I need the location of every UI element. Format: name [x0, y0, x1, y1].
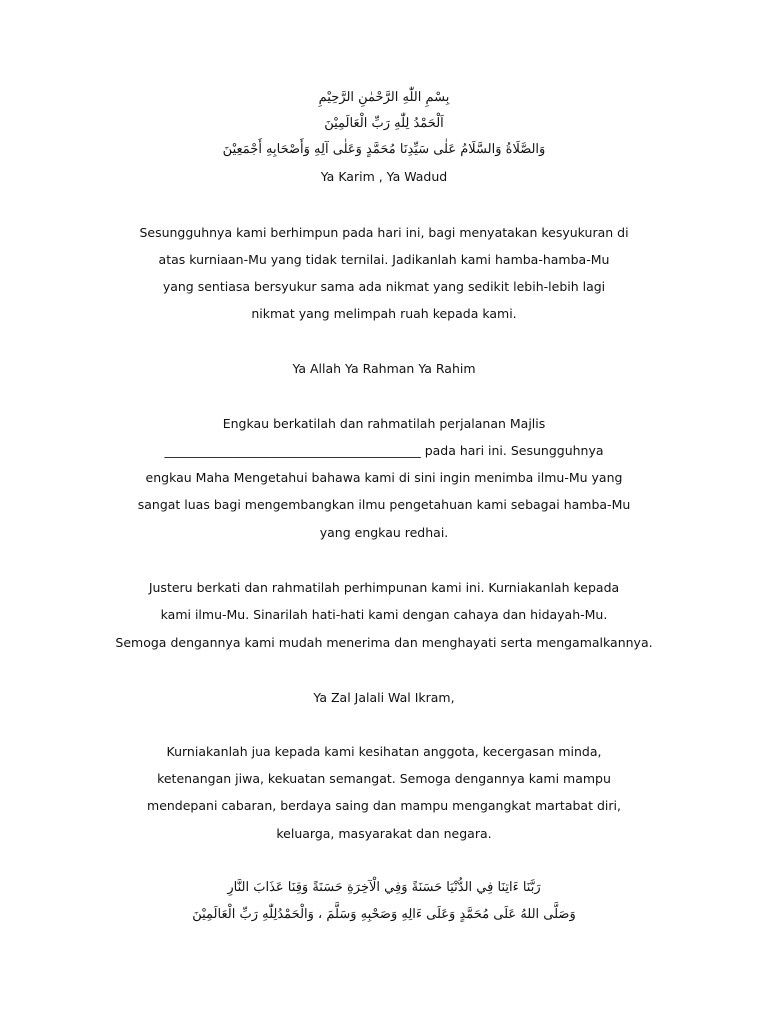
paragraph-line: keluarga, masyarakat dan negara.: [276, 826, 492, 841]
closing-salawat-line: وَصَلَّى اللهُ عَلَى مُحَمَّدٍ وَعَلَى ءَالِهِ وَصَحْبِهِ وَسَلَّمَ ، وَالْحَمْدُلِلّٰهِ رَبِّ الْعَالَمِيْنَ: [192, 907, 576, 922]
basmalah-line: بِسْمِ اللّٰهِ الرَّحْمٰنِ الرَّحِيْمِ: [318, 90, 450, 105]
salawat-line: وَالصَّلَاةُ وَالسَّلَامُ عَلٰى سَيِّدِنَا مُحَمَّدٍ وَعَلٰى آلِهِ وَأَصْحَابِهِ أَجْمَعِيْنَ: [222, 142, 546, 157]
paragraph-line: sangat luas bagi mengembangkan ilmu pengetahuan kami sebagai hamba-Mu: [137, 497, 631, 512]
paragraph-line: ketenangan jiwa, kekuatan semangat. Semoga dengannya kami mampu: [157, 771, 611, 786]
section-heading: Ya Allah Ya Rahman Ya Rahim: [292, 361, 476, 376]
closing-doa-line: رَبَّنَا ءَاتِنَا فِي الدُّنْيَا حَسَنَةً وَفِي الْآخِرَةِ حَسَنَةً وَقِنَا عَذَابَ النَّارِ: [227, 880, 541, 895]
majlis-blank-line: _________________________________________ pada hari ini. Sesungguhnya: [164, 443, 604, 458]
paragraph-line: mendepani cabaran, berdaya saing dan mampu mengangkat martabat diri,: [147, 798, 621, 813]
paragraph-line: Sesungguhnya kami berhimpun pada hari ini, bagi menyatakan kesyukuran di: [139, 225, 629, 240]
paragraph-line: engkau Maha Mengetahui bahawa kami di sini ingin menimba ilmu-Mu yang: [145, 470, 623, 485]
paragraph-line: kami ilmu-Mu. Sinarilah hati-hati kami dengan cahaya dan hidayah-Mu.: [160, 607, 608, 622]
paragraph-line: Kurniakanlah jua kepada kami kesihatan anggota, kecergasan minda,: [166, 744, 602, 759]
paragraph-line: Justeru berkati dan rahmatilah perhimpunan kami ini. Kurniakanlah kepada: [148, 580, 620, 595]
section-heading: Ya Zal Jalali Wal Ikram,: [313, 690, 455, 705]
paragraph-line: yang engkau redhai.: [319, 525, 449, 540]
paragraph-line: Semoga dengannya kami mudah menerima dan menghayati serta mengamalkannya.: [115, 635, 653, 650]
paragraph-line: atas kurniaan-Mu yang tidak ternilai. Jadikanlah kami hamba-hamba-Mu: [158, 252, 610, 267]
paragraph-line: nikmat yang melimpah ruah kepada kami.: [251, 306, 517, 321]
paragraph-line: yang sentiasa bersyukur sama ada nikmat yang sedikit lebih-lebih lagi: [162, 279, 606, 294]
section-heading: Ya Karim , Ya Wadud: [320, 169, 448, 184]
hamdalah-line: اَلْحَمْدُ لِلّٰهِ رَبِّ الْعَالَمِيْنَ: [324, 116, 444, 131]
paragraph-line: Engkau berkatilah dan rahmatilah perjalanan Majlis: [222, 416, 546, 431]
